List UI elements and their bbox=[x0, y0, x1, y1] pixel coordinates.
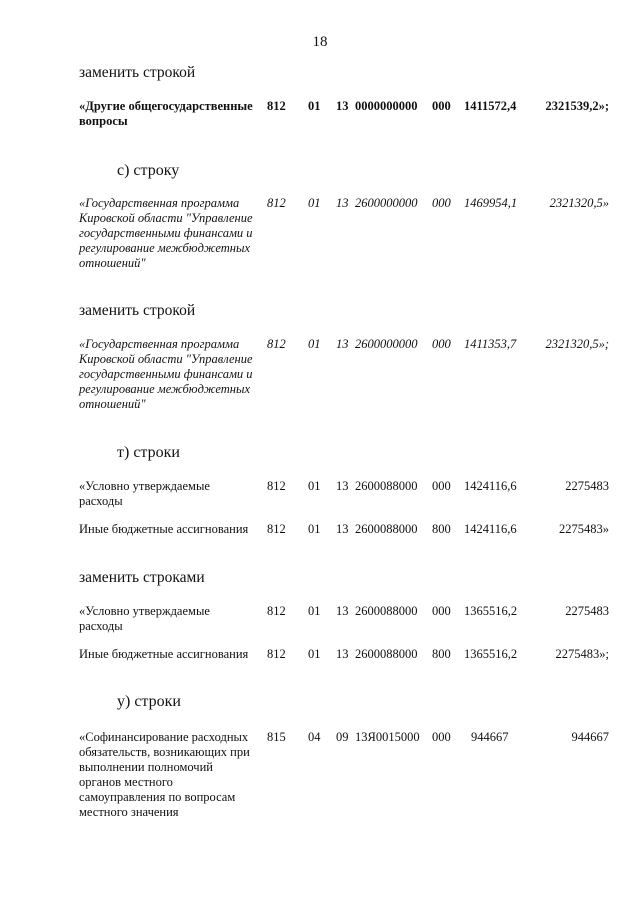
cell-amount-1: 1411572,4 bbox=[464, 99, 517, 113]
cell-section: 01 bbox=[308, 522, 321, 536]
cell-section: 01 bbox=[308, 479, 321, 493]
cell-expense-type: 000 bbox=[432, 479, 451, 493]
cell-expense-type: 800 bbox=[432, 522, 451, 536]
cell-amount-2: 2275483 bbox=[565, 604, 609, 618]
heading-zamenit-1: заменить строкой bbox=[79, 64, 196, 81]
row-name: «Другие общегосударственные вопросы bbox=[79, 99, 253, 128]
cell-amount-2: 944667 bbox=[571, 730, 609, 744]
cell-subsection: 13 bbox=[336, 647, 349, 661]
cell-subsection: 13 bbox=[336, 99, 349, 113]
cell-target-article: 2600000000 bbox=[355, 337, 418, 351]
cell-admin-code: 815 bbox=[267, 730, 286, 744]
cell-target-article: 2600088000 bbox=[355, 604, 418, 618]
cell-expense-type: 000 bbox=[432, 730, 451, 744]
cell-amount-1: 1365516,2 bbox=[464, 647, 518, 661]
cell-target-article: 13Я0015000 bbox=[355, 730, 420, 744]
cell-subsection: 13 bbox=[336, 604, 349, 618]
cell-amount-2: 2321320,5»; bbox=[545, 337, 609, 351]
row-name: «Государственная программа Кировской области "Управление государственными финансами и регулирование межбюджетных отношений" bbox=[79, 337, 253, 411]
row-name: «Софинансирование расходных обязательств, возникающих при выполнении полномочий органов местного самоуправления по вопросам местного значения bbox=[79, 730, 250, 819]
cell-admin-code: 812 bbox=[267, 604, 286, 618]
subheading-t: т) строки bbox=[117, 444, 180, 461]
subheading-c: с) строку bbox=[117, 162, 180, 179]
table-row bbox=[79, 730, 609, 830]
cell-section: 01 bbox=[308, 196, 321, 210]
cell-section: 01 bbox=[308, 337, 321, 351]
cell-section: 01 bbox=[308, 604, 321, 618]
row-name: Иные бюджетные ассигнования bbox=[79, 522, 249, 536]
cell-amount-2: 2321539,2»; bbox=[545, 99, 609, 113]
cell-amount-2: 2275483» bbox=[559, 522, 609, 536]
table-row bbox=[79, 196, 609, 286]
heading-zamenit-3: заменить строками bbox=[79, 569, 205, 586]
subheading-u: у) строки bbox=[117, 693, 181, 710]
cell-expense-type: 000 bbox=[432, 337, 451, 351]
heading-zamenit-2: заменить строкой bbox=[79, 302, 196, 319]
table-row bbox=[79, 337, 609, 427]
cell-admin-code: 812 bbox=[267, 522, 286, 536]
page-number: 18 bbox=[312, 34, 328, 50]
cell-admin-code: 812 bbox=[267, 647, 286, 661]
row-name: «Условно утверждаемые расходы bbox=[79, 479, 210, 508]
cell-amount-2: 2275483»; bbox=[555, 647, 609, 661]
cell-expense-type: 800 bbox=[432, 647, 451, 661]
cell-admin-code: 812 bbox=[267, 479, 286, 493]
cell-target-article: 2600088000 bbox=[355, 479, 418, 493]
cell-admin-code: 812 bbox=[267, 337, 286, 351]
cell-amount-2: 2275483 bbox=[565, 479, 609, 493]
cell-amount-1: 1424116,6 bbox=[464, 522, 517, 536]
cell-amount-1: 1469954,1 bbox=[464, 196, 518, 210]
cell-target-article: 2600000000 bbox=[355, 196, 418, 210]
cell-subsection: 13 bbox=[336, 196, 349, 210]
cell-subsection: 09 bbox=[336, 730, 349, 744]
cell-target-article: 0000000000 bbox=[355, 99, 418, 113]
cell-amount-1: 1411353,7 bbox=[464, 337, 517, 351]
row-name: «Условно утверждаемые расходы bbox=[79, 604, 210, 633]
table-row bbox=[79, 99, 609, 159]
cell-admin-code: 812 bbox=[267, 99, 286, 113]
cell-amount-1: 1424116,6 bbox=[464, 479, 517, 493]
cell-expense-type: 000 bbox=[432, 196, 451, 210]
cell-subsection: 13 bbox=[336, 479, 349, 493]
cell-section: 01 bbox=[308, 99, 321, 113]
row-name: «Государственная программа Кировской области "Управление государственными финансами и регулирование межбюджетных отношений" bbox=[79, 196, 253, 270]
cell-target-article: 2600088000 bbox=[355, 647, 418, 661]
cell-expense-type: 000 bbox=[432, 604, 451, 618]
cell-section: 01 bbox=[308, 647, 321, 661]
cell-subsection: 13 bbox=[336, 337, 349, 351]
cell-amount-2: 2321320,5» bbox=[549, 196, 609, 210]
cell-subsection: 13 bbox=[336, 522, 349, 536]
cell-admin-code: 812 bbox=[267, 196, 286, 210]
row-name: Иные бюджетные ассигнования bbox=[79, 647, 249, 661]
cell-amount-1: 1365516,2 bbox=[464, 604, 518, 618]
cell-expense-type: 000 bbox=[432, 99, 451, 113]
cell-target-article: 2600088000 bbox=[355, 522, 418, 536]
cell-amount-1: 944667 bbox=[471, 730, 509, 744]
cell-section: 04 bbox=[308, 730, 321, 744]
